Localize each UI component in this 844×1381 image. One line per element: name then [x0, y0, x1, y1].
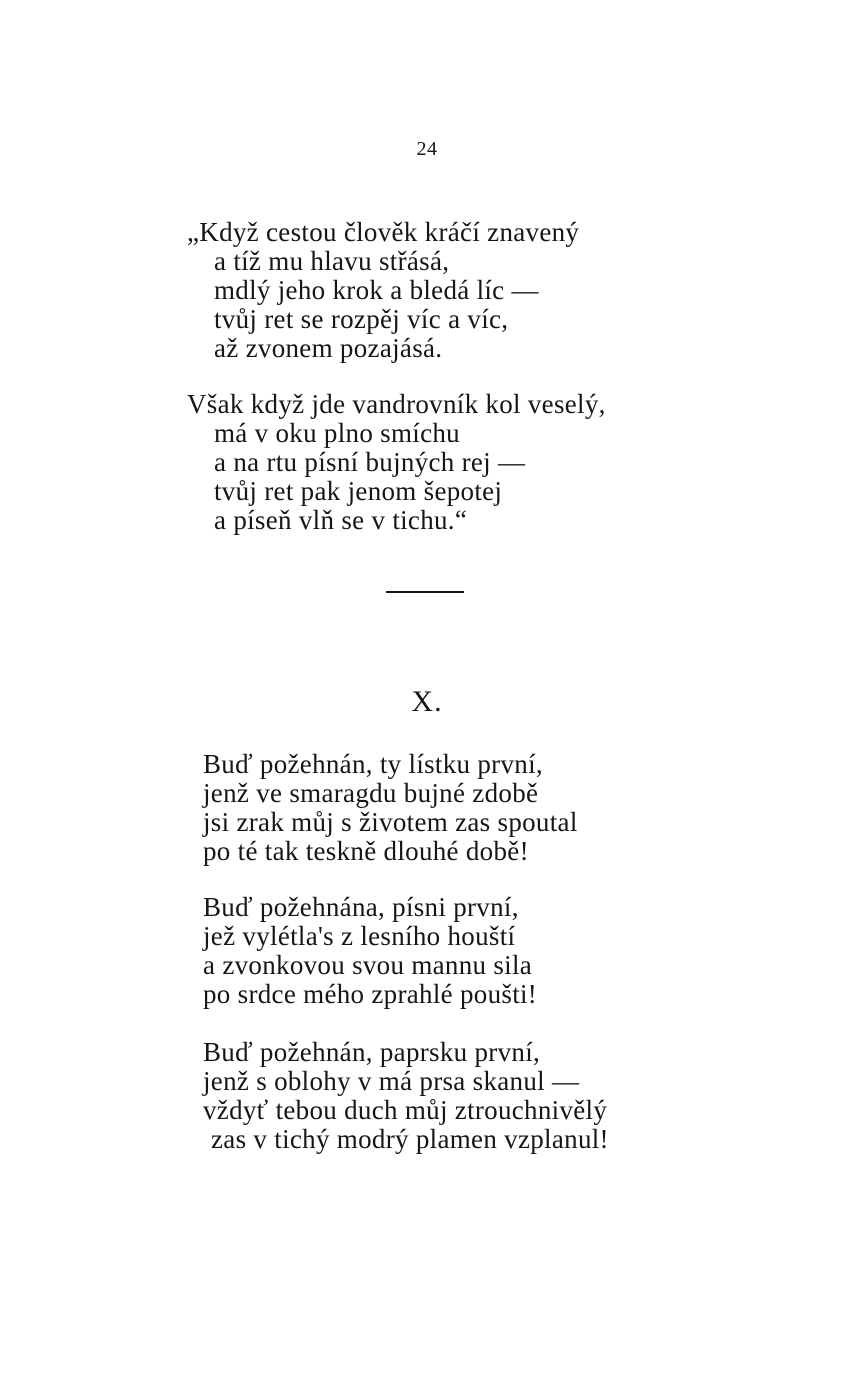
verse-line: Buď požehnán, paprsku první, [203, 1037, 541, 1067]
verse-line: jenž ve smaragdu bujné zdobě [203, 778, 539, 808]
verse-line: zas v tichý modrý plamen vzplanul! [211, 1124, 609, 1154]
verse-line: tvůj ret pak jenom šepotej [214, 476, 503, 506]
verse-line: mdlý jeho krok a bledá líc — [214, 275, 539, 305]
poem-stanza-1 [187, 218, 579, 363]
verse-line: jenž s oblohy v má prsa skanul — [203, 1066, 580, 1096]
verse-line: po srdce mého zprahlé poušti! [203, 979, 538, 1009]
section-divider [386, 591, 464, 593]
verse-line: Však když jde vandrovník kol veselý, [187, 389, 606, 419]
verse-line: a zvonkovou svou mannu sila [203, 950, 533, 980]
verse-line: až zvonem pozajásá. [214, 333, 443, 363]
verse-line: a tíž mu hlavu střásá, [214, 246, 450, 276]
verse-line: Buď požehnána, písni první, [203, 892, 519, 922]
poem-x-stanza-3 [203, 1038, 609, 1154]
verse-line: má v oku plno smíchu [214, 418, 460, 448]
verse-line: tvůj ret se rozpěj víc a víc, [214, 304, 509, 334]
verse-line: vždyť tebou duch můj ztrouchnivělý [203, 1095, 608, 1125]
poem-x-stanza-2 [203, 893, 537, 1009]
verse-line: a na rtu písní bujných rej — [214, 447, 526, 477]
verse-line: po té tak teskně dlouhé době! [203, 836, 529, 866]
verse-line: Buď požehnán, ty lístku první, [203, 749, 543, 779]
section-heading: X. [411, 685, 443, 718]
verse-line: jsi zrak můj s životem zas spoutal [203, 807, 578, 837]
poem-stanza-2 [187, 390, 606, 535]
page-number: 24 [416, 138, 438, 160]
verse-line: „Když cestou člověk kráčí znavený [187, 217, 580, 247]
verse-line: a píseň vlň se v tichu.“ [214, 505, 468, 535]
poem-x-stanza-1 [203, 750, 578, 866]
verse-line: jež vylétla's z lesního houští [203, 921, 516, 951]
